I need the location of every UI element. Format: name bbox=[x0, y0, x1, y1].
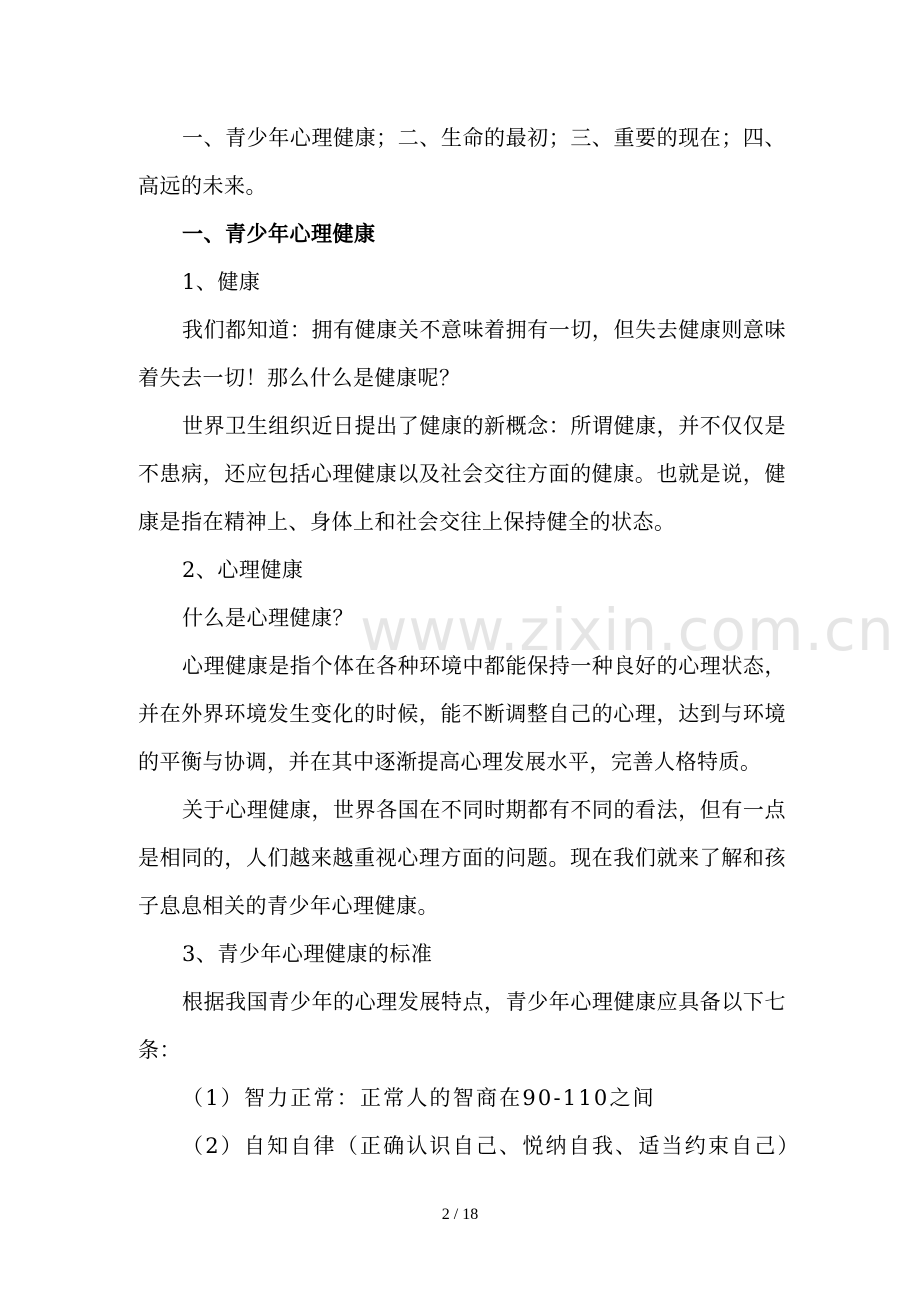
paragraph: 心理健康是指个体在各种环境中都能保持一种良好的心理状态，并在外界环境发生变化的时候，能不断调整自己的心理，达到与环境的平衡与协调，并在其中逐渐提高心理发展水平，完善人格特质。 bbox=[138, 654, 786, 774]
section-heading: 一、青少年心理健康 bbox=[182, 221, 376, 246]
paragraph: 关于心理健康，世界各国在不同时期都有不同的看法，但有一点是相同的，人们越来越重视心理方面的问题。现在我们就来了解和孩子息息相关的青少年心理健康。 bbox=[138, 798, 786, 918]
document-body bbox=[138, 114, 801, 1170]
subheading-mental-health: 2、心理健康 bbox=[182, 558, 304, 582]
list-item: （1）智力正常：正常人的智商在90-110之间 bbox=[182, 1086, 656, 1110]
list-item: （2）自知自律（正确认识自己、悦纳自我、适当约束自己） bbox=[182, 1134, 801, 1158]
intro-paragraph: 一、青少年心理健康；二、生命的最初；三、重要的现在；四、高远的未来。 bbox=[138, 126, 786, 198]
question-line: 什么是心理健康？ bbox=[182, 606, 354, 630]
paragraph: 我们都知道：拥有健康关不意味着拥有一切，但失去健康则意味着失去一切！那么什么是健康呢？ bbox=[138, 318, 786, 390]
subheading-health: 1、健康 bbox=[182, 270, 261, 294]
page-number: 2 / 18 bbox=[441, 1206, 479, 1223]
paragraph: 世界卫生组织近日提出了健康的新概念：所谓健康，并不仅仅是不患病，还应包括心理健康以及社会交往方面的健康。也就是说，健康是指在精神上、身体上和社会交往上保持健全的状态。 bbox=[138, 414, 786, 534]
paragraph: 根据我国青少年的心理发展特点，青少年心理健康应具备以下七条： bbox=[138, 990, 786, 1062]
subheading-standards: 3、青少年心理健康的标准 bbox=[182, 942, 433, 966]
watermark-text: www.zixin.com.cn bbox=[360, 596, 895, 664]
